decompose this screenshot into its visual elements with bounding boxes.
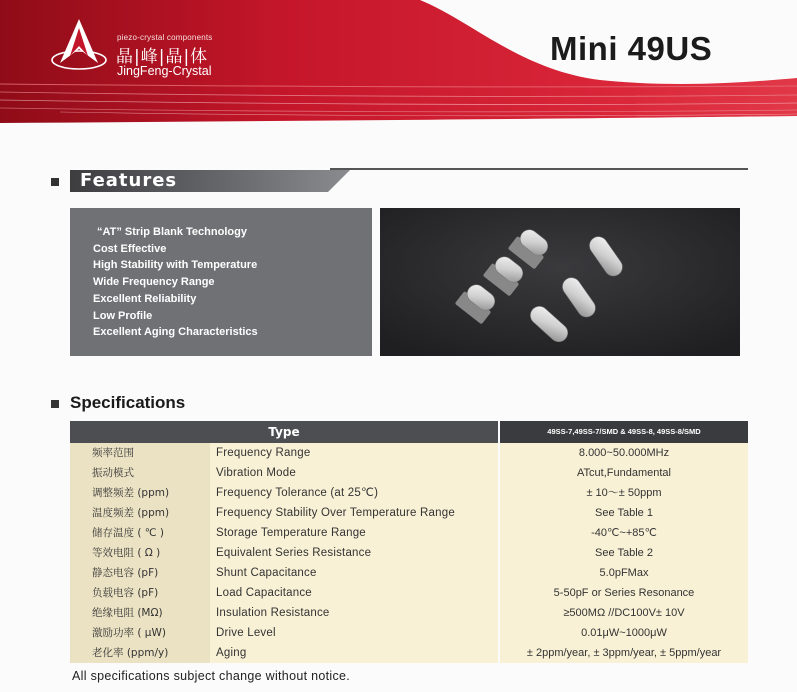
- specifications-table: [70, 421, 748, 663]
- header-models: 49SS-7,49SS-7/SMD & 49SS-8, 49SS-8/SMD: [498, 421, 748, 443]
- table-header-row: [70, 421, 748, 443]
- page-title: Mini 49US: [550, 30, 713, 67]
- table-row: [70, 503, 748, 523]
- param-english: Load Capacitance: [210, 583, 498, 603]
- product-photo: [380, 208, 740, 356]
- param-value: See Table 2: [498, 543, 748, 563]
- param-chinese: 激励功率 ( μW): [70, 623, 210, 643]
- param-english: Equivalent Series Resistance: [210, 543, 498, 563]
- param-english: Frequency Stability Over Temperature Range: [210, 503, 498, 523]
- features-heading: Features: [80, 170, 178, 191]
- param-chinese: 调整频差 (ppm): [70, 483, 210, 503]
- param-chinese: 老化率 (ppm/y): [70, 643, 210, 663]
- param-english: Drive Level: [210, 623, 498, 643]
- table-row: [70, 523, 748, 543]
- jingfeng-logo-icon: [50, 16, 108, 74]
- param-chinese: 负载电容 (pF): [70, 583, 210, 603]
- param-value: ± 2ppm/year, ± 3ppm/year, ± 5ppm/year: [498, 643, 748, 663]
- features-divider: [330, 168, 748, 170]
- disclaimer-note: All specifications subject change without notice.: [72, 669, 351, 683]
- features-list: [93, 224, 372, 341]
- feature-item: Excellent Aging Characteristics: [93, 326, 258, 339]
- table-row: [70, 603, 748, 623]
- param-chinese: 储存温度 ( ℃ ): [70, 523, 210, 543]
- param-chinese: 温度频差 (ppm): [70, 503, 210, 523]
- param-english: Insulation Resistance: [210, 603, 498, 623]
- logo-brand-english: JingFeng-Crystal: [117, 64, 212, 78]
- table-row: [70, 623, 748, 643]
- table-row: [70, 483, 748, 503]
- logo-tagline: piezo-crystal components: [117, 33, 213, 42]
- feature-item: “AT” Strip Blank Technology: [97, 226, 247, 238]
- param-english: Vibration Mode: [210, 463, 498, 483]
- param-chinese: 频率范围: [70, 443, 210, 463]
- table-row: [70, 583, 748, 603]
- param-english: Storage Temperature Range: [210, 523, 498, 543]
- logo-brand-chinese: 晶|峰|晶|体: [116, 47, 209, 67]
- feature-item: Excellent Reliability: [93, 292, 197, 305]
- crystal-oscillator-photo-icon: [380, 208, 740, 356]
- header-banner: [0, 0, 797, 124]
- feature-item: Wide Frequency Range: [93, 276, 215, 289]
- specifications-heading: Specifications: [70, 393, 186, 412]
- param-value: ≥500MΩ //DC100V± 10V: [498, 603, 748, 623]
- param-chinese: 振动模式: [70, 463, 210, 483]
- features-list-panel: [70, 208, 372, 356]
- table-row: [70, 563, 748, 583]
- table-row: [70, 443, 748, 463]
- param-english: Aging: [210, 643, 498, 663]
- param-value: 8.000~50.000MHz: [498, 443, 748, 463]
- feature-item: High Stability with Temperature: [93, 259, 258, 272]
- param-chinese: 绝缘电阻 (MΩ): [70, 603, 210, 623]
- param-value: ± 10～± 50ppm: [498, 483, 748, 503]
- param-chinese: 静态电容 (pF): [70, 563, 210, 583]
- param-value: ATcut,Fundamental: [498, 463, 748, 483]
- param-value: 0.01μW~1000μW: [498, 623, 748, 643]
- table-row: [70, 543, 748, 563]
- param-chinese: 等效电阻 ( Ω ): [70, 543, 210, 563]
- param-value: 5.0pFMax: [498, 563, 748, 583]
- table-row: [70, 463, 748, 483]
- param-english: Frequency Range: [210, 443, 498, 463]
- table-row: [70, 643, 748, 663]
- param-english: Shunt Capacitance: [210, 563, 498, 583]
- param-value: -40℃~+85℃: [498, 523, 748, 543]
- section-bullet-icon: [51, 400, 59, 408]
- header-type: Type: [70, 421, 498, 443]
- param-english: Frequency Tolerance (at 25℃): [210, 483, 498, 503]
- param-value: 5-50pF or Series Resonance: [498, 583, 748, 603]
- feature-item: Low Profile: [93, 309, 153, 322]
- feature-item: Cost Effective: [93, 242, 167, 255]
- section-bullet-icon: [51, 178, 59, 186]
- param-value: See Table 1: [498, 503, 748, 523]
